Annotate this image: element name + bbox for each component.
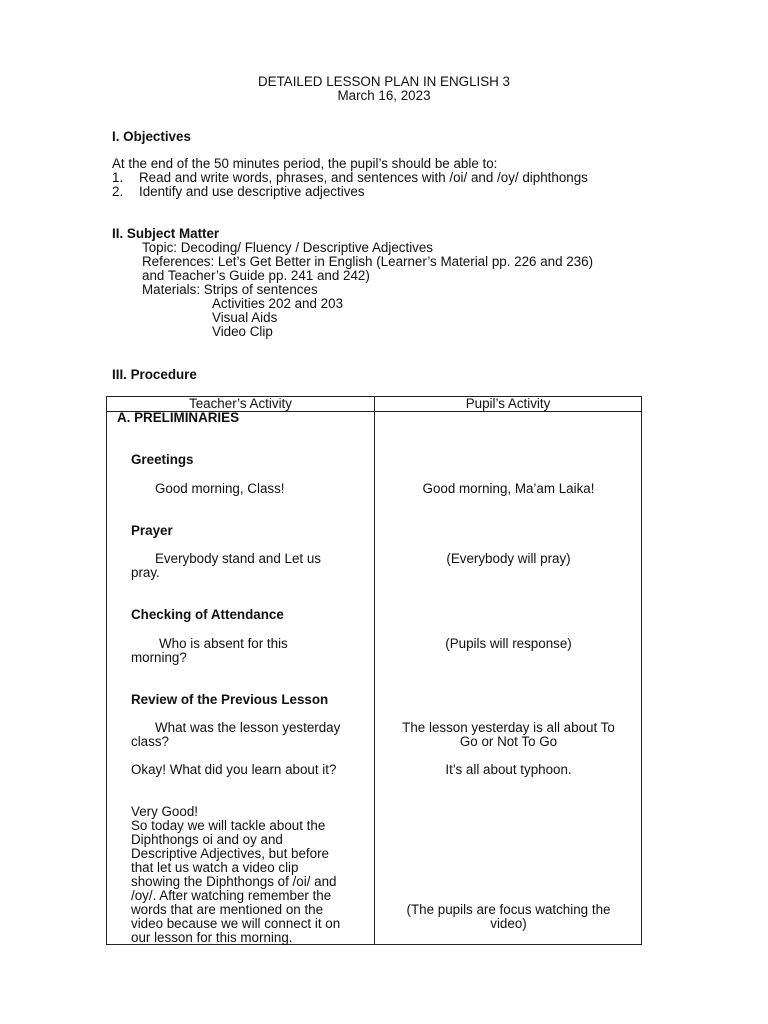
subject-materials: Materials: Strips of sentences [142,282,318,297]
subject-references-cont: and Teacher’s Guide pp. 241 and 242) [142,268,370,283]
pupil-review-answer: The lesson yesterday is all about To [402,720,615,735]
subject-topic: Topic: Decoding/ Fluency / Descriptive Adjectives [142,240,434,255]
teacher-video-line: /oy/. After watching remember the [131,888,332,903]
prayer-heading: Prayer [131,523,173,538]
section-heading: A. PRELIMINARIES [117,410,240,425]
review-heading: Review of the Previous Lesson [131,692,329,707]
pupil-review-followup: It’s all about typhoon. [445,762,572,777]
pupil-prayer: (Everybody will pray) [446,551,571,566]
material-item: Video Clip [212,324,273,339]
objectives-heading: I. Objectives [112,129,191,144]
document-date: March 16, 2023 [337,88,431,103]
teacher-greeting: Good morning, Class! [155,481,285,496]
attendance-heading: Checking of Attendance [131,607,284,622]
teacher-activity-cell [107,412,375,945]
teacher-video-line: So today we will tackle about the [131,818,326,833]
teacher-video-line: video because we will connect it on [131,916,341,931]
material-item: Activities 202 and 203 [212,296,344,311]
teacher-video-line: Diphthongs oi and oy and [131,832,283,847]
teacher-attendance-cont: morning? [131,650,187,665]
teacher-video-line: showing the Diphthongs of /oi/ and [131,874,337,889]
material-item: Visual Aids [212,310,278,325]
document-title: DETAILED LESSON PLAN IN ENGLISH 3 [257,74,511,89]
column-header-teacher: Teacher’s Activity [107,397,375,412]
teacher-video-line: words that are mentioned on the [131,902,324,917]
teacher-review-question: What was the lesson yesterday [155,720,341,735]
teacher-video-line: Descriptive Adjectives, but before [131,846,329,861]
subject-references: References: Let’s Get Better in English (Learner’s Material pp. 226 and 236) [142,254,594,269]
column-header-pupil: Pupil’s Activity [375,397,642,412]
objective-number: 1. [112,170,124,185]
objective-number: 2. [112,184,124,199]
teacher-review-followup: Okay! What did you learn about it? [131,762,337,777]
pupil-attendance: (Pupils will response) [445,636,572,651]
teacher-prayer: Everybody stand and Let us [155,551,322,566]
teacher-prayer-cont: pray. [131,565,160,580]
objectives-intro: At the end of the 50 minutes period, the pupil’s should be able to: [112,156,498,171]
pupil-review-answer-cont: Go or Not To Go [459,734,558,749]
objective-text: Identify and use descriptive adjectives [139,184,365,199]
teacher-review-question-cont: class? [131,734,169,749]
pupil-video-cont: video) [490,916,527,931]
procedure-heading: III. Procedure [112,367,197,382]
pupil-activity-cell [375,412,642,945]
teacher-video-line: our lesson for this morning. [131,930,293,945]
pupil-video: (The pupils are focus watching the [406,902,611,917]
teacher-video-line: Very Good! [131,804,198,819]
pupil-greeting: Good morning, Ma’am Laika! [422,481,595,496]
greetings-heading: Greetings [131,452,194,467]
teacher-attendance: Who is absent for this [159,636,288,651]
teacher-video-line: that let us watch a video clip [131,860,299,875]
objective-text: Read and write words, phrases, and sentences with /oi/ and /oy/ diphthongs [139,170,588,185]
subject-matter-heading: II. Subject Matter [112,226,220,241]
procedure-table [106,396,642,945]
